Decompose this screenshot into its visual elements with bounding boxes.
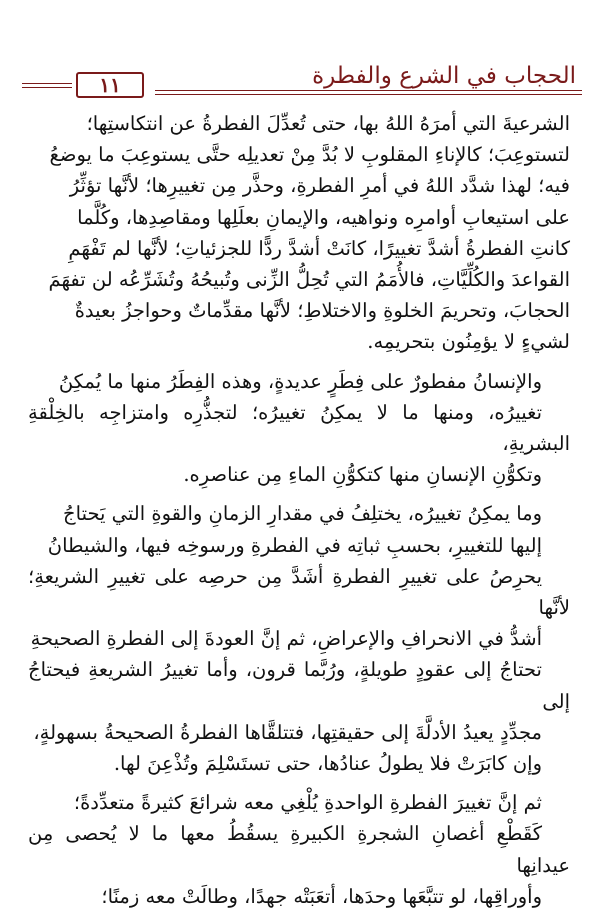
paragraph-4: [28, 787, 570, 912]
text-line: وأوراقِها، لو تتبَّعَها وحدَها، أتعَبَتْه جهدًا، وطالَتْ معه زمنًا؛: [101, 884, 542, 908]
header-rule-top: [155, 90, 582, 91]
page-number: ١١: [76, 72, 144, 98]
text-line: إليها للتغييرِ، بحسبِ ثباتِه في الفطرةِ ورسوخِه فيها، والشيطانُ: [47, 533, 542, 557]
text-line: لشيءٍ لا يؤمِنُون بتحريمِه.: [367, 330, 570, 354]
page-body: [28, 108, 570, 920]
text-line: مجدِّدٍ يعيدُ الأدلَّةَ إلى حقيقتِها، فتتلقَّاها الفطرةُ الصحيحةُ بسهولةٍ،: [33, 720, 542, 744]
text-line: الحجابَ، وتحريمَ الخلوةِ والاختلاطِ؛ لأنَّها مقدِّماتٌ وحواجزُ بعيدةٌ: [74, 299, 570, 323]
text-line: القواعدَ والكُلِّيَّاتِ، فالأُمَمُ التي تُحِلُّ الزِّنى وتُبيحُهُ وتُشَرِّعُه لن تفهَمَ: [48, 268, 570, 292]
page-number-frame: [22, 72, 154, 98]
text-line: فيه؛ لهذا شدَّد اللهُ في أمرِ الفطرةِ، وحذَّر مِن تغييرِها؛ لأنَّها تؤثِّرُ: [69, 174, 570, 198]
text-line: وإن كابَرَتْ فلا يطولُ عنادُها، حتى تستَسْلِمَ وتُذْعِنَ لها.: [113, 752, 542, 776]
page-number-rule-bottom: [22, 87, 72, 88]
text-line: الشرعيةَ التي أمرَهُ اللهُ بها، حتى تُعدِّلَ الفطرةُ عن انتكاستِها؛: [86, 112, 570, 135]
paragraph-2: [28, 366, 570, 491]
book-title: الحجاب في الشرع والفطرة: [312, 63, 576, 89]
text-line: ثم إنَّ تغييرَ الفطرةِ الواحدةِ يُلْغِي معه شرائعَ كثيرةً متعدِّدةً؛: [73, 791, 542, 815]
text-line: يحرِصُ على تغييرِ الفطرةِ أشَدَّ مِن حرصِه على تغييرِ الشريعةِ؛ لأنَّها: [28, 564, 570, 620]
text-line: تغييرُه، ومنها ما لا يمكِنُ تغييرُه؛ لتجذُّرِه وامتزاجِه بالخِلْقةِ البشريةِ،: [28, 400, 570, 456]
page-header: [22, 60, 582, 100]
text-line: أشدُّ في الانحرافِ والإعراضِ، ثم إنَّ العودةَ إلى الفطرةِ الصحيحةِ: [30, 627, 542, 651]
text-line: على استيعابِ أوامرِه ونواهيه، والإيمانِ بعلَلِها ومقاصِدِها، وكُلَّما: [77, 205, 570, 229]
page-number-rule-top: [22, 83, 72, 84]
text-line: والإنسانُ مفطورٌ على فِطَرٍ عديدةٍ، وهذه الفِطَرُ منها ما يُمكِنُ: [58, 369, 542, 393]
paragraph-1: [28, 108, 570, 358]
header-rule-bottom: [155, 94, 582, 95]
text-line: لتستوعِبَ؛ كالإناءِ المقلوبِ لا بُدَّ مِنْ تعديلِه حتَّى يستوعِبَ ما يوضعُ: [49, 143, 570, 167]
text-line: كَقَطْعِ أغصانِ الشجرةِ الكبيرةِ يسقُطُ معها ما لا يُحصى مِن عيدانِها: [28, 822, 570, 877]
text-line: تحتاجُ إلى عقودٍ طويلةٍ، ورُبَّما قرون، وأما تغييرُ الشريعةِ فيحتاجُ إلى: [28, 658, 570, 713]
text-line: كانتِ الفطرةُ أشدَّ تغييرًا، كانَتْ أشدَّ ردًّا للجزئياتِ؛ لأنَّها لم تَفْهَمِ: [68, 236, 570, 260]
text-line: وما يمكِنُ تغييرُه، يختلِفُ في مقدارِ الزمانِ والقوةِ التي يَحتاجُ: [63, 502, 542, 526]
paragraph-3: [28, 498, 570, 779]
text-line: وتكوُّنِ الإنسانِ منها كتكوُّنِ الماءِ مِن عناصرِه.: [183, 463, 542, 487]
